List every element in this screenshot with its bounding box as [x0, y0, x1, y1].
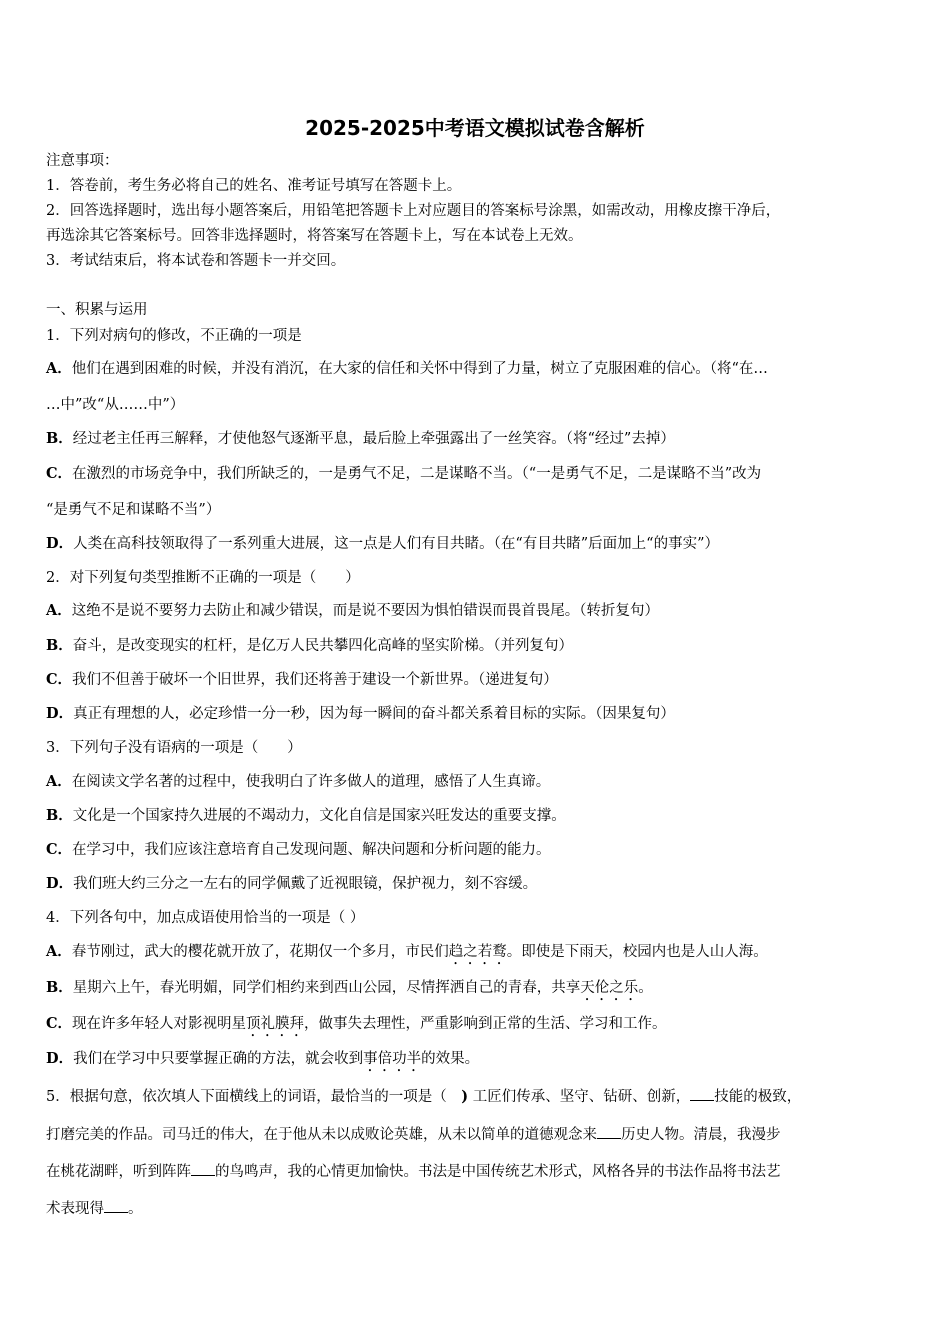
option-text: 这绝不是说不要努力去防止和减少错误，而是说不要因为惧怕错误而畏首畏尾。（转折复句） — [71, 603, 660, 619]
fill-blank — [191, 1161, 215, 1176]
question-5-text: 工匠们传承、坚守、钻研、创新， — [472, 1089, 691, 1105]
option-text: 星期六上午，春光明媚，同学们相约来到西山公园，尽情挥洒自己的青春，共享 — [72, 980, 581, 996]
question-2-option-d — [46, 704, 675, 724]
question-5-line-1 — [46, 1086, 801, 1107]
dotted-idiom: 事倍功半 — [363, 1051, 422, 1067]
option-label: D． — [46, 875, 74, 892]
question-5-text: 术表现得 — [46, 1201, 104, 1217]
option-label: A． — [46, 602, 72, 619]
question-5-text: 5．根据句意，依次填人下面横线上的词语，最恰当的一项是（ — [46, 1089, 462, 1105]
option-label: A． — [46, 943, 72, 960]
question-1-option-c-cont: “是勇气不足和谋略不当”） — [46, 502, 221, 518]
dotted-idiom: 顶礼膜拜 — [246, 1016, 305, 1032]
question-5-text: 打磨完美的作品。司马迁的伟大，在于他从未以成败论英雄，从未以简单的道德观念来 — [46, 1127, 597, 1143]
option-text: 现在许多年轻人对影视明星 — [72, 1016, 247, 1032]
fill-blank — [104, 1198, 128, 1213]
question-5-line-2 — [46, 1124, 781, 1145]
option-label: C． — [46, 465, 73, 482]
question-5-text: 的鸟鸣声，我的心情更加愉快。书法是中国传统艺术形式，风格各异的书法作品将书法艺 — [215, 1164, 781, 1180]
option-label: B． — [46, 430, 73, 447]
question-2-stem: 2．对下列复句类型推断不正确的一项是（ ） — [46, 570, 360, 586]
question-3-stem: 3．下列句子没有语病的一项是（ ） — [46, 740, 302, 756]
option-text: 真正有理想的人，必定珍惜一分一秒，因为每一瞬间的奋斗都关系着目标的实际。（因果复句） — [73, 706, 675, 722]
option-text: ，做事失去理性，严重影响到正常的生活、学习和工作。 — [304, 1016, 667, 1032]
question-4-option-c — [46, 1014, 667, 1040]
question-5-line-4 — [46, 1198, 143, 1219]
option-text: 的效果。 — [421, 1051, 480, 1067]
notice-item-2-cont: 再选涂其它答案标号。回答非选择题时，将答案写在答题卡上，写在本试卷上无效。 — [46, 228, 583, 244]
question-4-option-b — [46, 978, 653, 1004]
option-text: 我们在学习中只要掌握正确的方法，就会收到 — [73, 1051, 364, 1067]
notice-heading: 注意事项： — [46, 153, 119, 169]
option-text: 经过老主任再三解释，才使他怒气逐渐平息，最后脸上牵强露出了一丝笑容。（将“经过”去掉） — [72, 431, 675, 447]
option-label: D． — [46, 1050, 74, 1067]
option-label: C． — [46, 1015, 73, 1032]
option-text: 我们班大约三分之一左右的同学佩戴了近视眼镜，保护视力，刻不容缓。 — [73, 876, 538, 892]
question-1-stem: 1．下列对病句的修改，不正确的一项是 — [46, 328, 302, 344]
option-text: 文化是一个国家持久进展的不竭动力，文化自信是国家兴旺发达的重要支撑。 — [72, 808, 566, 824]
option-text: 在激烈的市场竞争中，我们所缺乏的，一是勇气不足，二是谋略不当。（“一是勇气不足，二是谋略不当”改为 — [72, 466, 762, 482]
option-label: B． — [46, 637, 73, 654]
option-text: 。 — [638, 980, 653, 996]
question-3-option-b — [46, 806, 566, 826]
question-2-option-b — [46, 636, 573, 656]
question-4-stem: 4．下列各句中，加点成语使用恰当的一项是（ ） — [46, 910, 365, 926]
option-text: 人类在高科技领取得了一系列重大进展，这一点是人们有目共睹。（在“有目共睹”后面加上“的事实”） — [73, 536, 719, 552]
option-label: B． — [46, 979, 73, 996]
question-3-option-d — [46, 874, 537, 894]
page-title: 2025-2025中考语文模拟试卷含解析 — [305, 116, 645, 140]
fill-blank — [690, 1086, 714, 1101]
option-label: B． — [46, 807, 73, 824]
dotted-idiom: 趋之若鹜 — [448, 944, 507, 960]
fill-blank — [597, 1124, 621, 1139]
notice-item-3: 3．考试结束后，将本试卷和答题卡一并交回。 — [46, 253, 346, 269]
question-3-option-c — [46, 840, 551, 860]
question-5-text: 历史人物。清晨，我漫步 — [621, 1127, 781, 1143]
notice-item-2: 2．回答选择题时，选出每小题答案后，用铅笔把答题卡上对应题目的答案标号涂黑，如需改动，用橡皮擦干净后， — [46, 203, 781, 219]
question-3-option-a — [46, 772, 550, 792]
option-text: 我们不但善于破坏一个旧世界，我们还将善于建设一个新世界。（递进复句） — [72, 672, 558, 688]
section-heading: 一、积累与运用 — [46, 302, 148, 318]
question-2-option-a — [46, 601, 659, 621]
option-label: C． — [46, 841, 73, 858]
option-text: 。即使是下雨天，校园内也是人山人海。 — [506, 944, 768, 960]
question-5-line-3 — [46, 1161, 781, 1182]
option-label: A． — [46, 773, 72, 790]
question-5-paren: ) — [461, 1088, 469, 1105]
question-1-option-a-cont: …中”改“从……中”） — [46, 397, 185, 413]
option-label: D． — [46, 705, 74, 722]
option-text: 在学习中，我们应该注意培育自己发现问题、解决问题和分析问题的能力。 — [72, 842, 551, 858]
question-5-text: 在桃花湖畔，听到阵阵 — [46, 1164, 191, 1180]
notice-item-1: 1．答卷前，考生务必将自己的姓名、准考证号填写在答题卡上。 — [46, 178, 462, 194]
option-text: 在阅读文学名著的过程中，使我明白了许多做人的道理，感悟了人生真谛。 — [71, 774, 551, 790]
question-2-option-c — [46, 670, 558, 690]
option-text: 奋斗，是改变现实的杠杆，是亿万人民共攀四化高峰的坚实阶梯。（并列复句） — [72, 638, 574, 654]
option-label: A． — [46, 360, 72, 377]
question-5-text: 技能的极致， — [714, 1089, 802, 1105]
question-1-option-a — [46, 359, 768, 379]
option-text: 春节刚过，武大的樱花就开放了，花期仅一个多月，市民们 — [71, 944, 449, 960]
question-4-option-d — [46, 1049, 479, 1075]
option-label: C． — [46, 671, 73, 688]
dotted-idiom: 天伦之乐 — [580, 980, 639, 996]
option-label: D． — [46, 535, 74, 552]
option-text: 他们在遇到困难的时候，并没有消沉，在大家的信任和关怀中得到了力量，树立了克服困难的信心。（将“在… — [71, 361, 768, 377]
question-1-option-c — [46, 464, 761, 484]
question-5-text: 。 — [128, 1201, 143, 1217]
question-4-option-a — [46, 942, 768, 968]
question-1-option-b — [46, 429, 675, 449]
question-1-option-d — [46, 534, 719, 554]
